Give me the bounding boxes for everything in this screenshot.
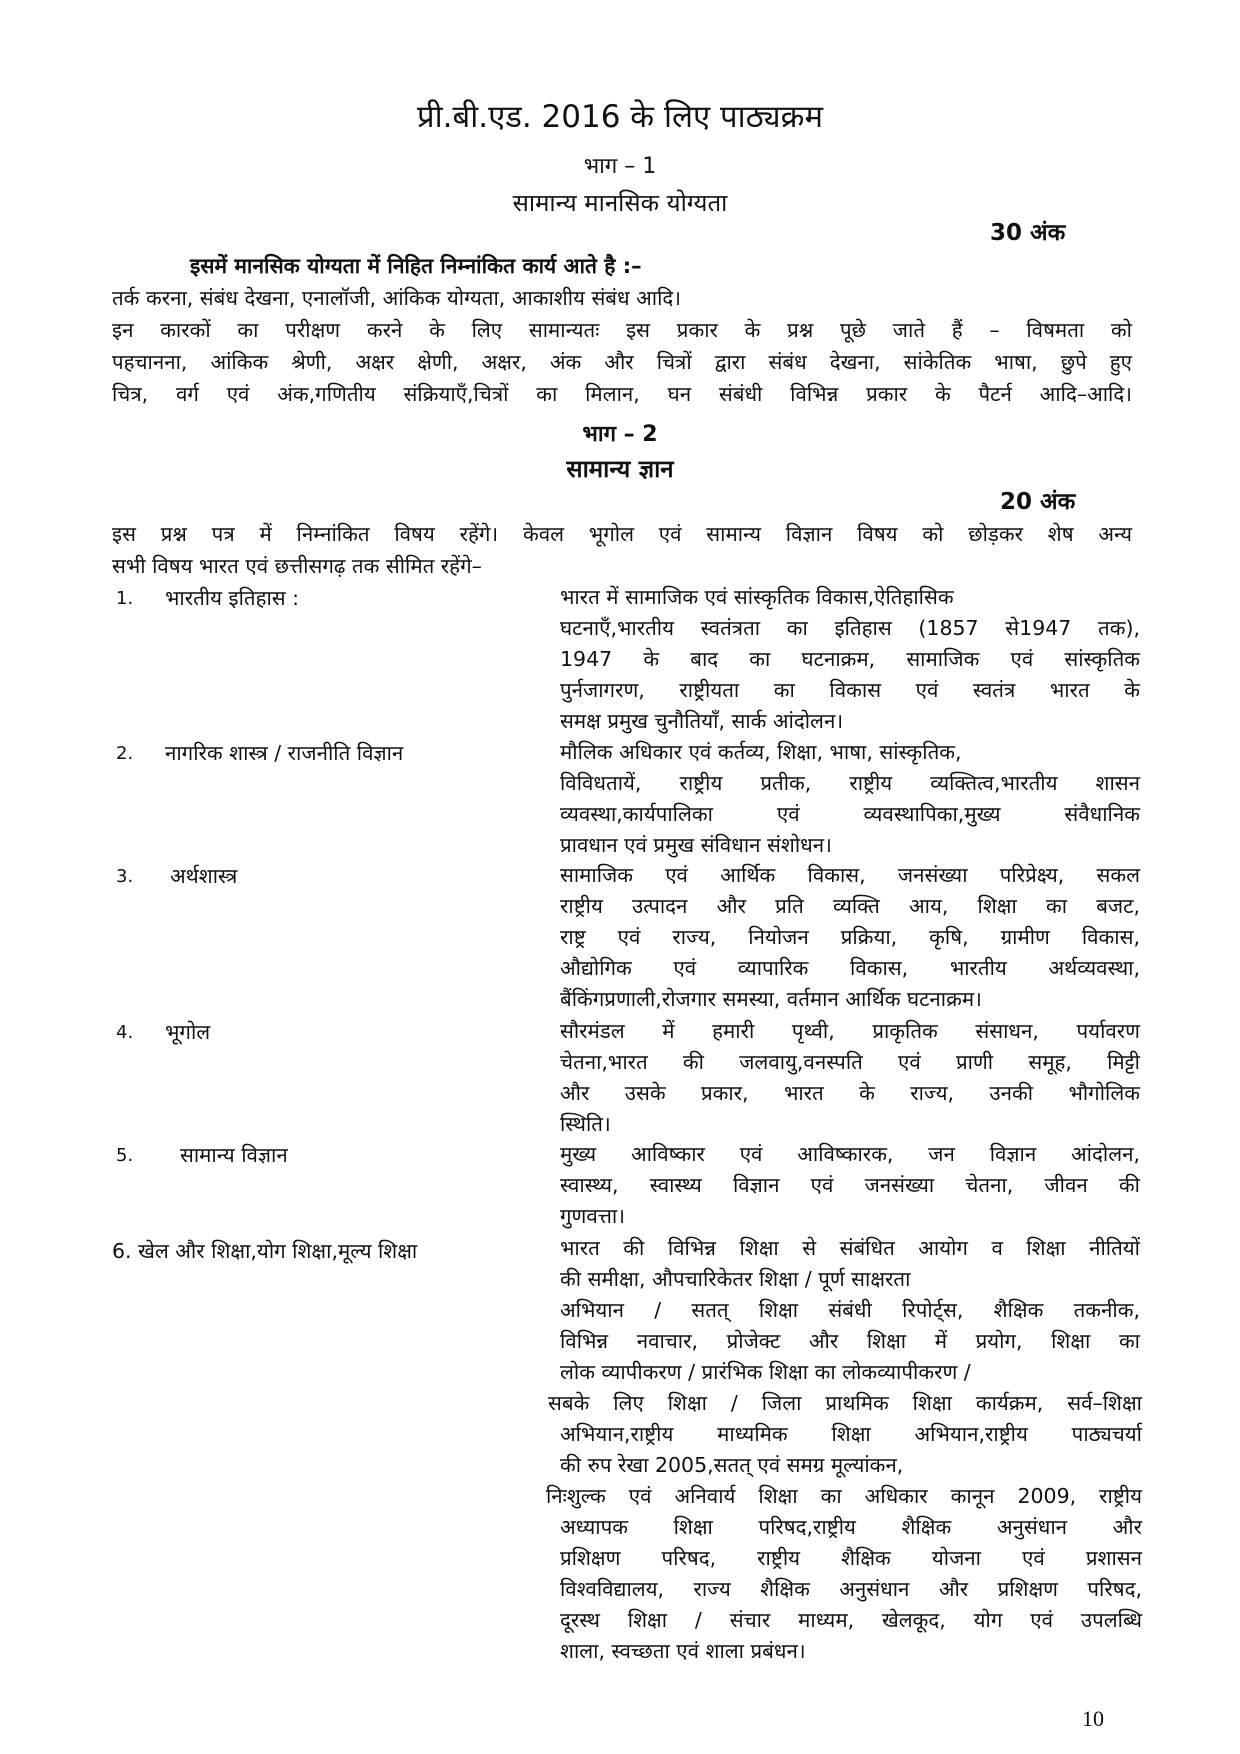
item-description: [560, 737, 1140, 861]
page-title: प्री.बी.एड. 2016 के लिए पाठ्यक्रम: [417, 99, 823, 135]
part1-line: इन कारकों का परीक्षण करने के लिए सामान्यतः इस प्रकार के प्रश्न पूछे जाते हैं – विषमता को: [112, 318, 1132, 342]
description-line: घटनाएँ,भारतीय स्वतंत्रता का इतिहास (1857 से1947 तक),: [560, 616, 1140, 640]
description-line: विविधतायें, राष्ट्रीय प्रतीक, राष्ट्रीय व्यक्तित्व,भारतीय शासन: [560, 771, 1140, 795]
item-number: 2.: [116, 743, 134, 764]
item-description: [560, 1139, 1140, 1232]
part1-heading: सामान्य मानसिक योग्यता: [512, 189, 728, 217]
description-line: पुर्नजागरण, राष्ट्रीयता का विकास एवं स्वतंत्र भारत के: [560, 678, 1140, 702]
description-line: अध्यापक शिक्षा परिषद,राष्ट्रीय शैक्षिक अनुसंधान और: [560, 1515, 1142, 1539]
description-line: की समीक्षा, औपचारिकेतर शिक्षा / पूर्ण साक्षरता: [560, 1267, 911, 1291]
item-number: 5.: [116, 1145, 134, 1166]
item-number: 4.: [116, 1022, 134, 1043]
item-description: [560, 582, 1140, 737]
part1-marks: 30 अंक: [990, 220, 1066, 246]
description-line: स्थिति।: [560, 1112, 611, 1136]
description-line: और उसके प्रकार, भारत के राज्य, उनकी भौगोलिक: [560, 1081, 1140, 1105]
item-description: [546, 1481, 1142, 1667]
description-line: व्यवस्था,कार्यपालिका एवं व्यवस्थापिका,मुख्य संवैधानिक: [560, 802, 1140, 826]
description-line: अभियान,राष्ट्रीय माध्यमिक शिक्षा अभियान,राष्ट्रीय पाठ्यचर्या: [560, 1422, 1142, 1446]
description-line: औद्योगिक एवं व्यापारिक विकास, भारतीय अर्थव्यवस्था,: [560, 956, 1140, 980]
description-line: भारत की विभिन्न शिक्षा से संबंधित आयोग व शिक्षा नीतियों: [560, 1236, 1140, 1260]
description-line: राष्ट्रीय उत्पादन और प्रति व्यक्ति आय, शिक्षा का बजट,: [560, 894, 1140, 918]
description-line: सामाजिक एवं आर्थिक विकास, जनसंख्या परिप्रेक्ष्य, सकल: [560, 863, 1140, 887]
part1-lead: इसमें मानसिक योग्यता में निहित निम्नांकित कार्य आते है :–: [190, 254, 642, 278]
description-line: मुख्य आविष्कार एवं आविष्कारक, जन विज्ञान आंदोलन,: [560, 1142, 1140, 1166]
item-number: 3.: [116, 866, 134, 887]
page-number: 10: [1082, 1706, 1104, 1731]
part2-intro-line: सभी विषय भारत एवं छत्तीसगढ़ तक सीमित रहेंगे–: [112, 554, 482, 578]
part2-marks: 20 अंक: [1000, 489, 1076, 515]
description-line: समक्ष प्रमुख चुनौतियाँ, सार्क आंदोलन।: [560, 709, 844, 733]
description-line: सौरमंडल में हमारी पृथ्वी, प्राकृतिक संसाधन, पर्यावरण: [560, 1019, 1140, 1043]
description-line: मौलिक अधिकार एवं कर्तव्य, शिक्षा, भाषा, सांस्कृतिक,: [560, 740, 962, 764]
description-line: शाला, स्वच्छता एवं शाला प्रबंधन।: [560, 1639, 806, 1663]
item-six-heading: [112, 1237, 417, 1265]
description-line: गुणवत्ता।: [560, 1204, 626, 1228]
item-description: [560, 860, 1140, 1015]
item-subject: नागरिक शास्त्र / राजनीति विज्ञान: [165, 741, 404, 765]
description-line: भारत में सामाजिक एवं सांस्कृतिक विकास,ऐतिहासिक: [560, 585, 954, 609]
part1-line: चित्र, वर्ग एवं अंक,गणितीय संक्रियाएँ,चित्रों का मिलान, घन संबंधी विभिन्न प्रकार के पैटर्न आदि–आदि।: [112, 382, 1132, 406]
item-subject: अर्थशास्त्र: [170, 864, 238, 888]
description-line: प्रशिक्षण परिषद, राष्ट्रीय शैक्षिक योजना एवं प्रशासन: [560, 1546, 1142, 1570]
item-description: [560, 1016, 1140, 1140]
description-line: लोक व्यापीकरण / प्रारंभिक शिक्षा का लोकव्यापीकरण /: [560, 1360, 971, 1384]
part1-line: तर्क करना, संबंध देखना, एनालॉजी, आंकिक योग्यता, आकाशीय संबंध आदि।: [112, 286, 682, 310]
description-line: विभिन्न नवाचार, प्रोजेक्ट और शिक्षा में प्रयोग, शिक्षा का: [560, 1329, 1140, 1353]
item-subject: सामान्य विज्ञान: [180, 1143, 288, 1167]
description-line: स्वास्थ्य, स्वास्थ्य विज्ञान एवं जनसंख्या चेतना, जीवन की: [560, 1173, 1140, 1197]
item-number: 1.: [116, 588, 134, 609]
description-line: 1947 के बाद का घटनाक्रम, सामाजिक एवं सांस्कृतिक: [560, 647, 1140, 671]
description-line: दूरस्थ शिक्षा / संचार माध्यम, खेलकूद, योग एवं उपलब्धि: [560, 1608, 1142, 1632]
part2-heading: सामान्य ज्ञान: [566, 455, 674, 483]
description-line: की रुप रेखा 2005,सतत् एवं समग्र मूल्यांकन,: [560, 1453, 904, 1477]
description-line: विश्वविद्यालय, राज्य शैक्षिक अनुसंधान और प्रशिक्षण परिषद,: [560, 1577, 1142, 1601]
item-subject: भूगोल: [165, 1020, 211, 1044]
description-line: निःशुल्क एवं अनिवार्य शिक्षा का अधिकार कानून 2009, राष्ट्रीय: [546, 1484, 1142, 1508]
description-line: बैंकिंगप्रणाली,रोजगार समस्या, वर्तमान आर्थिक घटनाक्रम।: [560, 987, 982, 1011]
item-number: 6.: [112, 1239, 132, 1263]
part2-label: भाग – 2: [582, 422, 658, 447]
item-subject: खेल और शिक्षा,योग शिक्षा,मूल्य शिक्षा: [138, 1239, 418, 1263]
description-line: राष्ट्र एवं राज्य, नियोजन प्रक्रिया, कृषि, ग्रामीण विकास,: [560, 925, 1140, 949]
description-line: सबके लिए शिक्षा / जिला प्राथमिक शिक्षा कार्यक्रम, सर्व–शिक्षा: [548, 1391, 1142, 1415]
description-line: अभियान / सतत् शिक्षा संबंधी रिपोर्ट्स, शैक्षिक तकनीक,: [560, 1298, 1140, 1322]
item-description: [560, 1233, 1140, 1388]
part1-label: भाग – 1: [583, 154, 657, 179]
item-description: [548, 1388, 1142, 1481]
description-line: प्रावधान एवं प्रमुख संविधान संशोधन।: [560, 833, 832, 857]
item-subject: भारतीय इतिहास :: [165, 586, 300, 610]
part2-intro-line: इस प्रश्न पत्र में निम्नांकित विषय रहेंगे। केवल भूगोल एवं सामान्य विज्ञान विषय को छोड़कर शेष अन्य: [112, 522, 1132, 546]
description-line: चेतना,भारत की जलवायु,वनस्पति एवं प्राणी समूह, मिट्टी: [560, 1050, 1140, 1074]
part1-line: पहचानना, आंकिक श्रेणी, अक्षर क्षेणी, अक्षर, अंक और चित्रों द्वारा संबंध देखना, सांकेतिक भाषा, छुपे हुए: [112, 350, 1132, 374]
